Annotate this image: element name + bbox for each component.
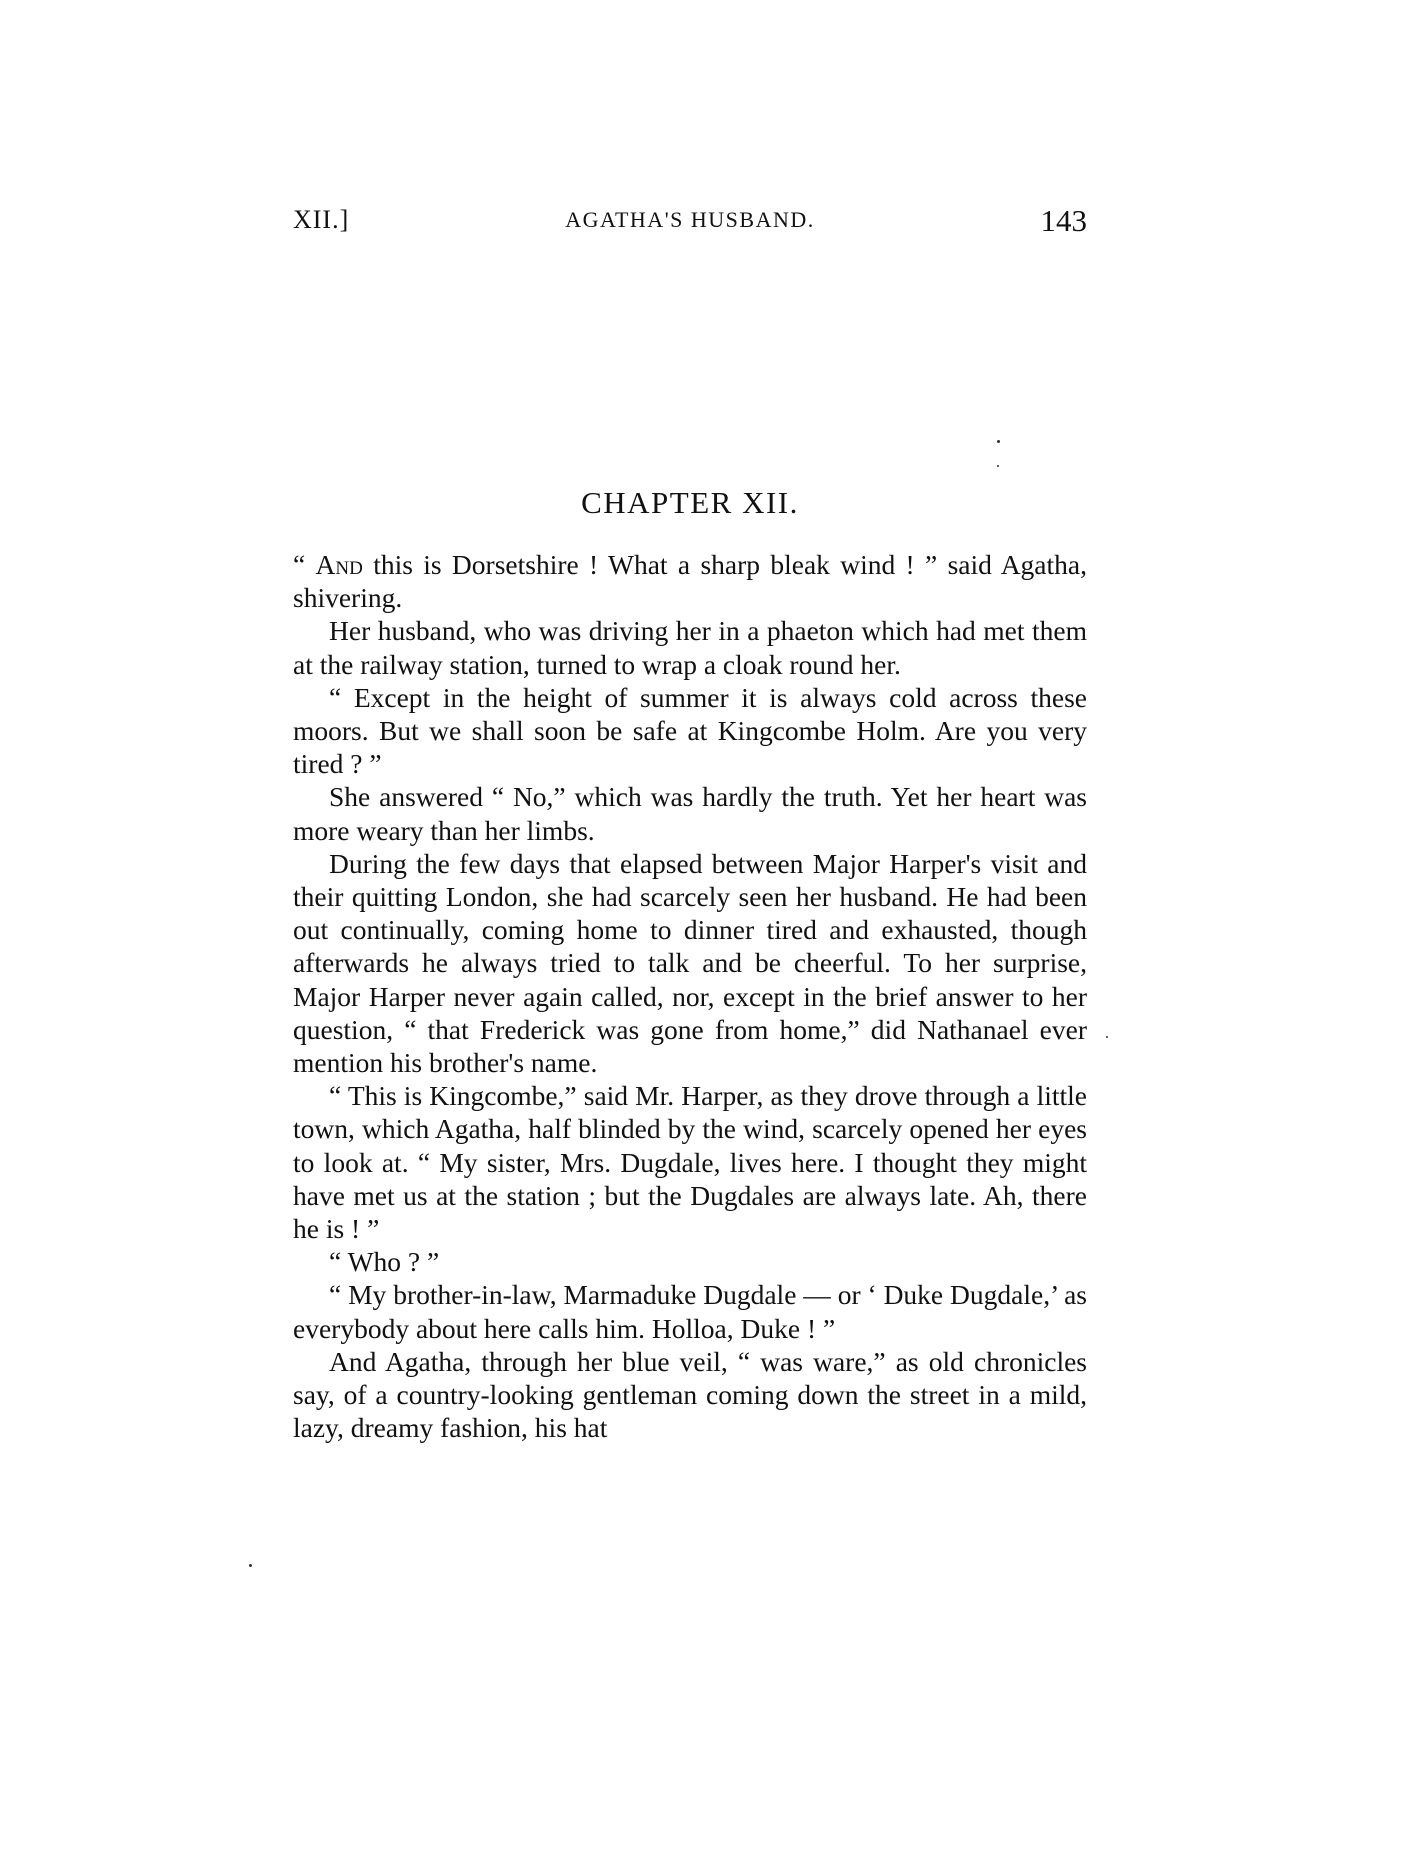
paragraph: “ This is Kingcombe,” said Mr. Harper, as they drove through a little town, which Agatha, half blinded by the wind, scarcely opened her eyes to look at. “ My sister, Mrs. Dugdale, lives here. I thought they might have met us at the station ; but the Dugdales are always late. Ah, there he is ! ” (293, 1080, 1087, 1245)
scan-speck (997, 440, 1000, 443)
paragraph: “ Except in the height of summer it is always cold across these moors. But we shall soon be safe at Kingcombe Holm. Are you very tired ? ” (293, 681, 1087, 780)
running-header (293, 205, 1087, 245)
running-title: AGATHA'S HUSBAND. (565, 207, 815, 232)
scan-speck (249, 1564, 252, 1567)
paragraph-1-text: this is Dorsetshire ! What a sharp bleak wind ! ” said Agatha, shivering. (293, 549, 1087, 614)
paragraph: She answered “ No,” which was hardly the truth. Yet her heart was more weary than her limbs. (293, 781, 1087, 846)
paragraph-1 (293, 548, 1087, 614)
paragraph: During the few days that elapsed between Major Harper's visit and their quitting London, she had scarcely seen her husband. He had been out continually, coming home to dinner tired and exhausted, though afterwards he always tried to talk and be cheerful. To her surprise, Major Harper never again called, nor, except in the brief answer to her question, “ that Frederick was gone from home,” did Nathanael ever mention his brother's name. (293, 847, 1087, 1079)
paragraph: And Agatha, through her blue veil, “ was ware,” as old chronicles say, of a country-looking gentleman coming down the street in a mild, lazy, dreamy fashion, his hat (293, 1345, 1087, 1444)
open-quote: “ (293, 549, 316, 580)
paragraph: Her husband, who was driving her in a phaeton which had met them at the railway station, turned to wrap a cloak round her. (293, 615, 1087, 680)
body-text (293, 548, 1087, 1444)
scan-speck (997, 465, 999, 467)
drop-word: And (315, 549, 363, 580)
paragraph: “ My brother-in-law, Marmaduke Dugdale — or ‘ Duke Dugdale,’ as everybody about here calls him. Holloa, Duke ! ” (293, 1279, 1087, 1344)
paragraph: “ Who ? ” (329, 1246, 440, 1278)
scan-speck (1106, 1036, 1108, 1038)
page-number: 143 (1040, 203, 1087, 238)
chapter-marker: XII.] (293, 205, 350, 234)
chapter-heading: CHAPTER XII. (581, 485, 799, 520)
